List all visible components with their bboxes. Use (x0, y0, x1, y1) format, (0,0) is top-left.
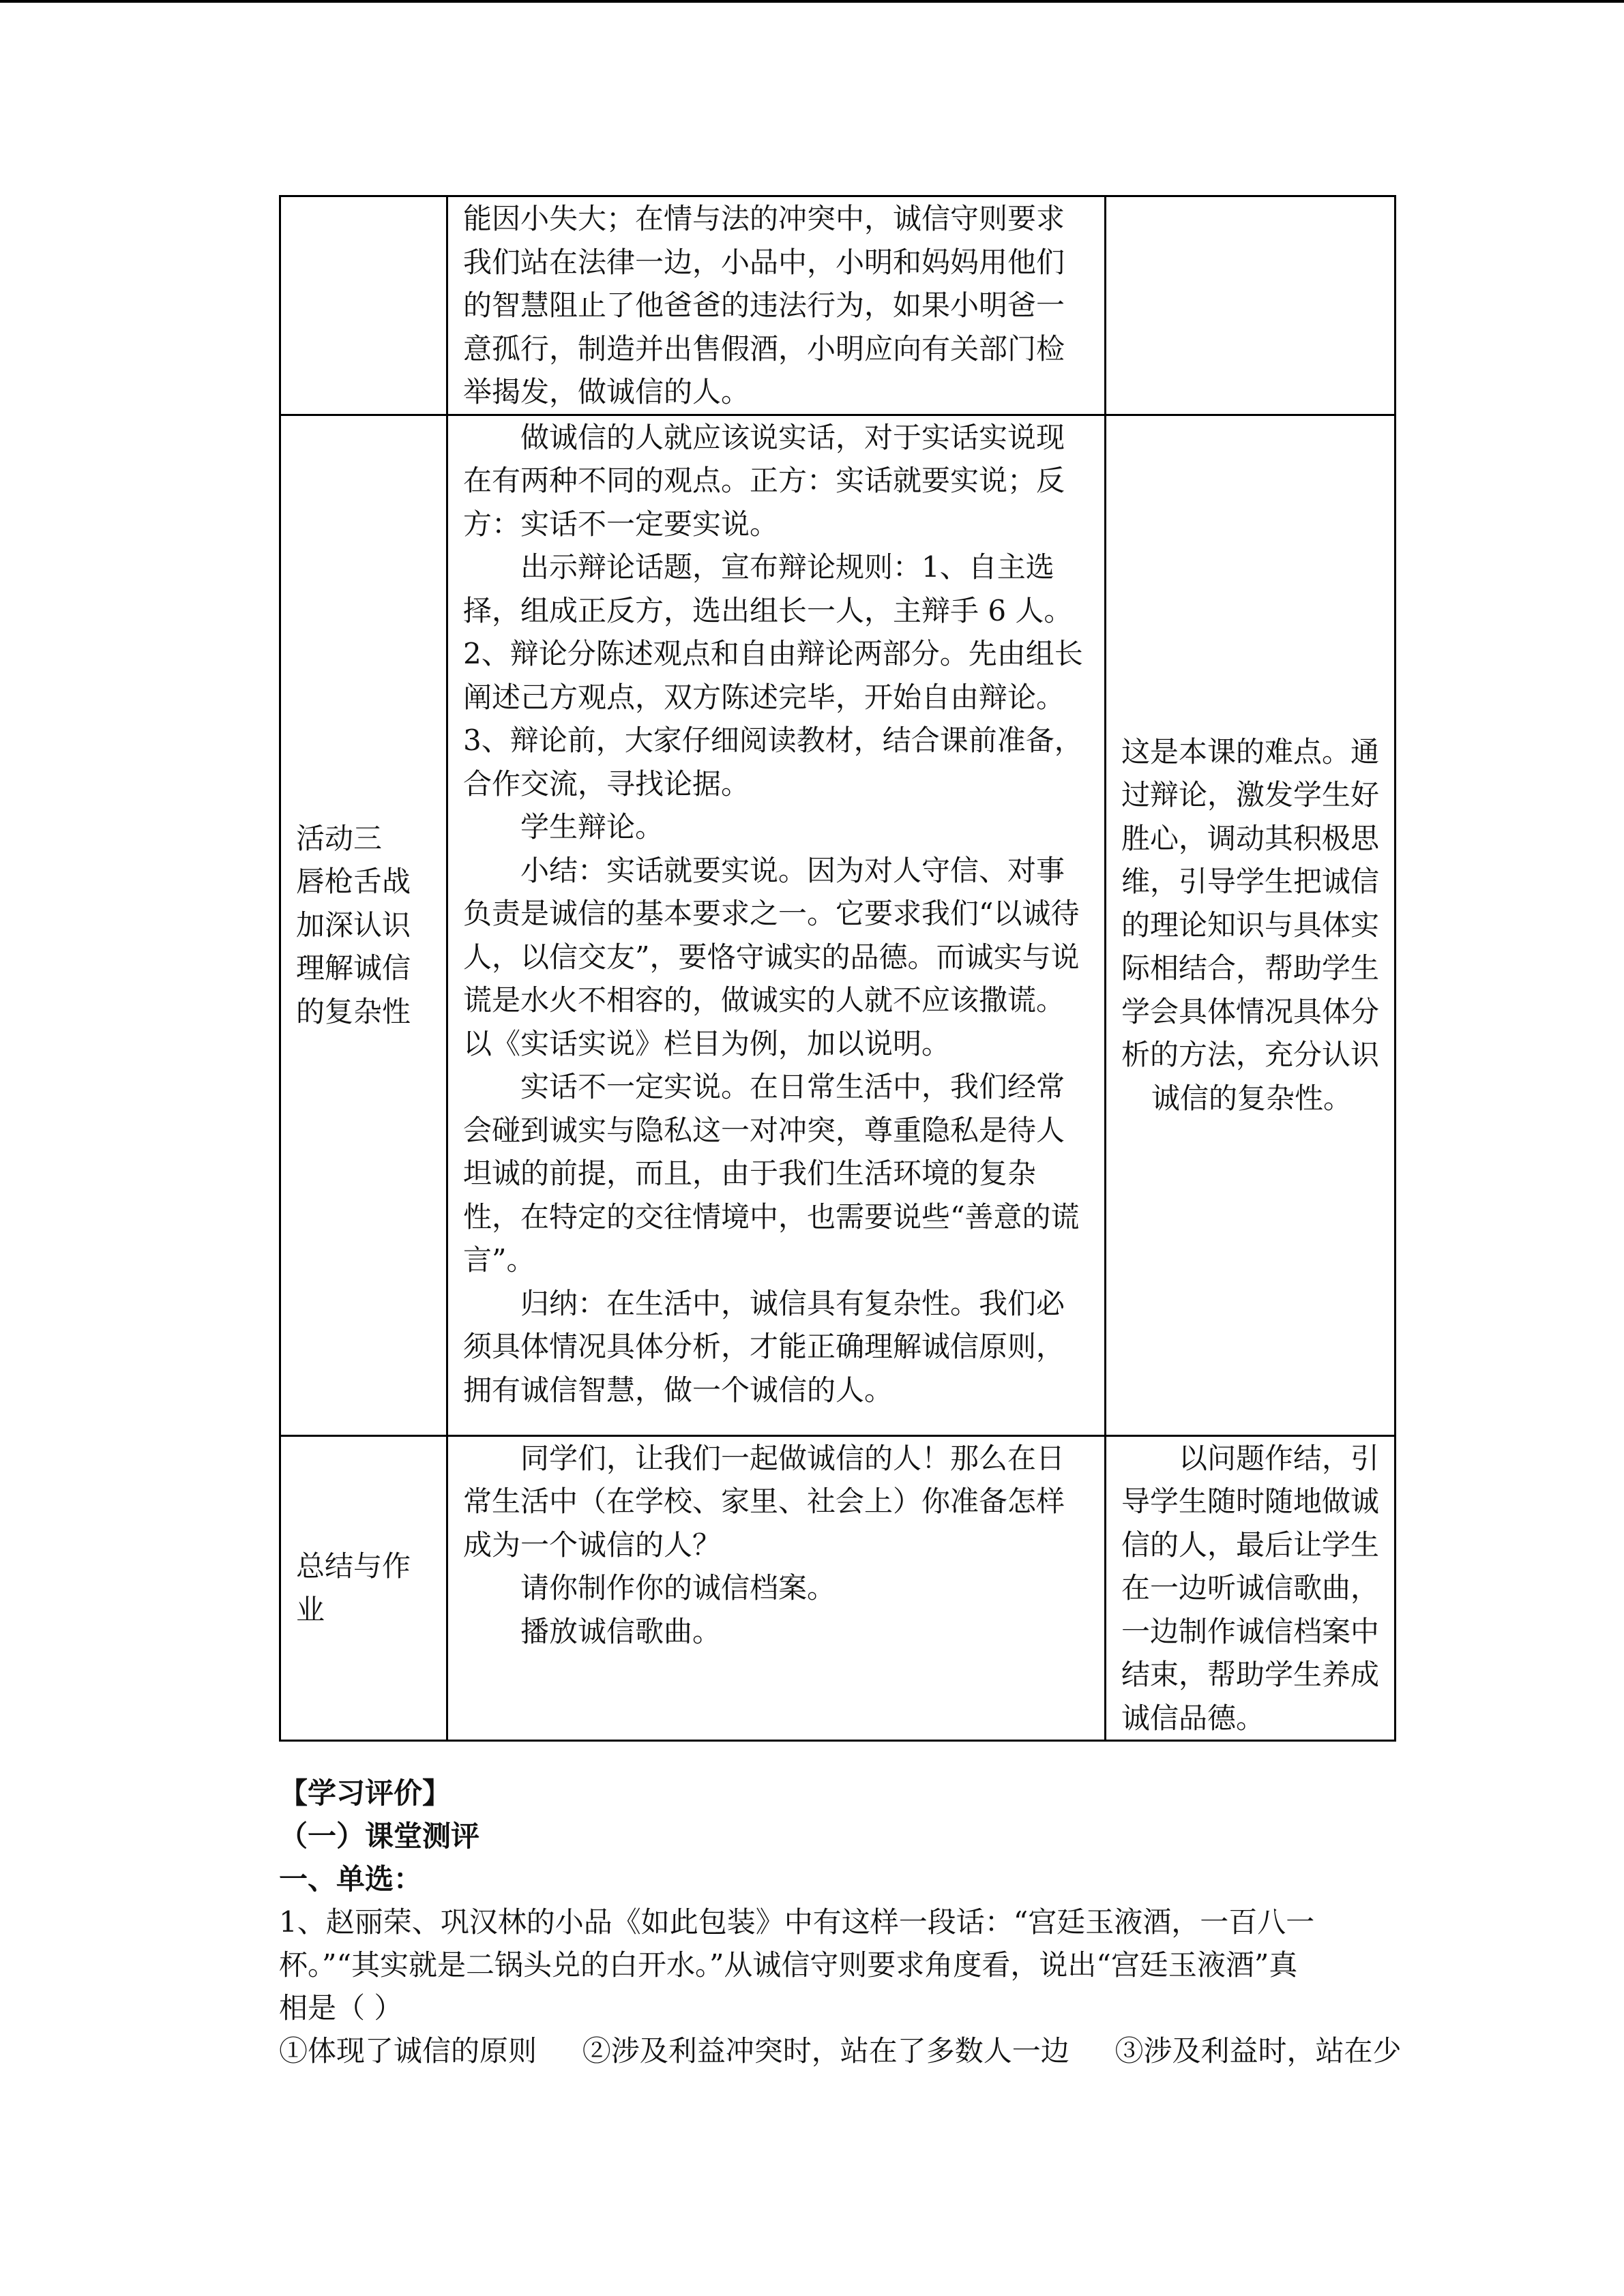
design-note-cell (1106, 415, 1396, 1435)
table-row (280, 1435, 1396, 1741)
note-line: 在一边听诚信歌曲， (1121, 1571, 1380, 1605)
label-line: 总结与作 (296, 1549, 411, 1583)
content-paragraph: 同学们，让我们一起做诚信的人！那么在日常生活中（在学校、家里、社会上）你准备怎样成为一个诚信的人？ (463, 1441, 1065, 1562)
activity-label-cell (280, 415, 447, 1435)
note-line: 以问题作结，引 (1179, 1441, 1380, 1475)
learning-evaluation-section (279, 1772, 1402, 2072)
content-paragraph: 出示辩论话题，宣布辩论规则：1、自主选择，组成正反方，选出组长一人，主辩手 6 人。 (463, 550, 1073, 627)
page-top-rule (0, 0, 1624, 3)
content-paragraph: 归纳：在生活中，诚信具有复杂性。我们必须具体情况具体分析，才能正确理解诚信原则，拥有诚信智慧，做一个诚信的人。 (463, 1286, 1065, 1407)
activity-content-cell (447, 415, 1106, 1435)
content-paragraph: 做诚信的人就应该说实话，对于实话实说现在有两种不同的观点。正方：实话就要实说；反方：实话不一定要实说。 (463, 420, 1065, 541)
note-line: 诚信的复杂性。 (1151, 1081, 1352, 1115)
activity-label-cell (280, 196, 447, 415)
activity-content-cell (447, 196, 1106, 415)
evaluation-heading: 【学习评价】 (279, 1776, 452, 1810)
lesson-plan-table (279, 195, 1396, 1742)
content-paragraph: 学生辩论。 (520, 810, 664, 844)
table-row (280, 415, 1396, 1435)
label-line: 活动三 (296, 821, 383, 855)
question-line: 杯。”“其实就是二锅头兑的白开水。”从诚信守则要求角度看，说出“宫廷玉液酒”真 (279, 1948, 1298, 1982)
note-line: 导学生随时随地做诚 (1121, 1485, 1380, 1518)
activity-label-cell (280, 1435, 447, 1741)
question-line: 相是（ ） (279, 1991, 403, 2025)
content-paragraph: 实话不一定实说。在日常生活中，我们经常会碰到诚实与隐私这一对冲突，尊重隐私是待人坦诚的前提，而且，由于我们生活环境的复杂性，在特定的交往情境中，也需要说些“善意的谎言”。 (463, 1070, 1080, 1277)
note-line: 这是本课的难点。通 (1121, 734, 1380, 769)
note-line: 胜心，调动其积极思 (1121, 821, 1380, 855)
note-line: 诚信品德。 (1121, 1701, 1265, 1735)
note-line: 结束，帮助学生养成 (1121, 1658, 1380, 1691)
design-note-cell (1106, 1435, 1396, 1741)
note-line: 过辩论，激发学生好 (1121, 778, 1380, 812)
note-line: 信的人，最后让学生 (1121, 1527, 1380, 1562)
content-paragraph: 能因小失大；在情与法的冲突中，诚信守则要求我们站在法律一边，小品中，小明和妈妈用他们的智慧阻止了他爸爸的违法行为，如果小明爸一意孤行，制造并出售假酒，小明应向有关部门检举揭发，做诚信的人。 (463, 202, 1065, 408)
content-paragraph: 小结：实话就要实说。因为对人守信、对事负责是诚信的基本要求之一。它要求我们“以诚待人，以信交友”，要恪守诚实的品德。而诚实与说谎是水火不相容的，做诚实的人就不应该撒谎。 (463, 853, 1080, 1017)
question-line: 1、赵丽荣、巩汉林的小品《如此包装》中有这样一段话：“宫廷玉液酒，一百八一 (279, 1905, 1315, 1939)
note-line: 一边制作诚信档案中 (1121, 1614, 1380, 1648)
design-note-cell (1106, 196, 1396, 415)
question-section-title: 一、单选： (279, 1862, 423, 1896)
label-line: 唇枪舌战 (296, 865, 411, 899)
content-paragraph: 请你制作你的诚信档案。 (520, 1571, 836, 1605)
label-line: 业 (296, 1592, 325, 1626)
content-paragraph: 2、辩论分陈述观点和自由辩论两部分。先由组长阐述己方观点，双方陈述完毕，开始自由辩论。 (463, 637, 1083, 714)
label-line: 理解诚信 (296, 951, 411, 985)
content-paragraph: 播放诚信歌曲。 (520, 1614, 722, 1648)
note-line: 维，引导学生把诚信 (1121, 865, 1380, 899)
evaluation-subheading: （一）课堂测评 (279, 1819, 480, 1853)
label-line: 加深认识 (296, 908, 411, 942)
activity-content-cell (447, 1435, 1106, 1741)
note-line: 的理论知识与具体实 (1121, 908, 1380, 942)
content-paragraph: 以《实话实说》栏目为例，加以说明。 (463, 1026, 951, 1060)
content-paragraph: 3、辩论前，大家仔细阅读教材，结合课前准备，合作交流，寻找论据。 (463, 724, 1083, 801)
label-line: 的复杂性 (296, 994, 411, 1028)
table-row (280, 196, 1396, 415)
note-line: 学会具体情况具体分 (1121, 994, 1380, 1028)
note-line: 析的方法，充分认识 (1121, 1038, 1380, 1072)
note-line: 际相结合，帮助学生 (1121, 951, 1380, 985)
question-line: ①体现了诚信的原则 ②涉及利益冲突时，站在了多数人一边 ③涉及利益时，站在少 (279, 2034, 1402, 2068)
